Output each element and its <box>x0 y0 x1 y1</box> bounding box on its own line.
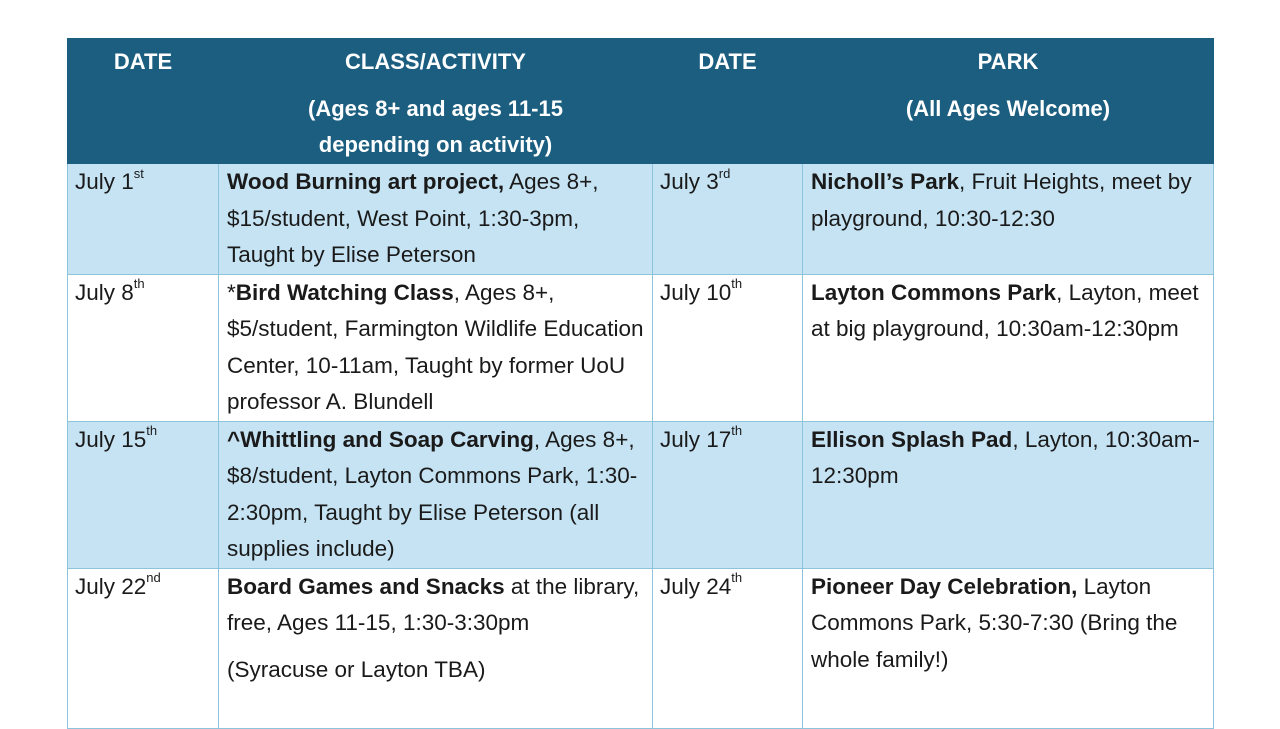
park-cell: Nicholl’s Park, Fruit Heights, meet by playground, 10:30-12:30 <box>803 164 1214 275</box>
table-row <box>68 274 1214 421</box>
header-class-title: CLASS/ACTIVITY <box>345 49 526 74</box>
class-activity-cell: ^Whittling and Soap Carving, Ages 8+, $8/student, Layton Commons Park, 1:30-2:30pm, Taught by Elise Peterson (all supplies include) <box>219 421 653 568</box>
class-note: (Syracuse or Layton TBA) <box>227 656 486 682</box>
class-date-cell: July 1st <box>68 164 219 275</box>
park-date-cell: July 10th <box>653 274 803 421</box>
table-row <box>68 568 1214 728</box>
header-park-date: DATE <box>653 39 803 164</box>
park-cell: Pioneer Day Celebration, Layton Commons Park, 5:30-7:30 (Bring the whole family!) <box>803 568 1214 728</box>
park-cell: Layton Commons Park, Layton, meet at big playground, 10:30am-12:30pm <box>803 274 1214 421</box>
table-row <box>68 164 1214 275</box>
header-class-date: DATE <box>68 39 219 164</box>
park-date-cell: July 3rd <box>653 164 803 275</box>
header-park-subtitle: (All Ages Welcome) <box>905 96 1111 121</box>
table-header <box>68 39 1214 164</box>
class-activity-cell: Board Games and Snacks at the library, free, Ages 11-15, 1:30-3:30pm (Syracuse or Layton TBA) <box>219 568 653 728</box>
header-park <box>803 39 1214 164</box>
header-park-title: PARK <box>977 49 1039 74</box>
park-cell: Ellison Splash Pad, Layton, 10:30am-12:30pm <box>803 421 1214 568</box>
table-row <box>68 421 1214 568</box>
park-date-cell: July 17th <box>653 421 803 568</box>
class-date-cell: July 8th <box>68 274 219 421</box>
schedule-table <box>67 38 1214 729</box>
header-class-activity <box>219 39 653 164</box>
class-date-cell: July 15th <box>68 421 219 568</box>
park-date-cell: July 24th <box>653 568 803 728</box>
class-activity-cell: *Bird Watching Class, Ages 8+, $5/student, Farmington Wildlife Education Center, 10-11am, Taught by former UoU professor A. Blundell <box>219 274 653 421</box>
class-date-cell: July 22nd <box>68 568 219 728</box>
header-class-subtitle: (Ages 8+ and ages 11-15 depending on activity) <box>308 96 563 157</box>
class-activity-cell: Wood Burning art project, Ages 8+, $15/student, West Point, 1:30-3pm, Taught by Elise Peterson <box>219 164 653 275</box>
